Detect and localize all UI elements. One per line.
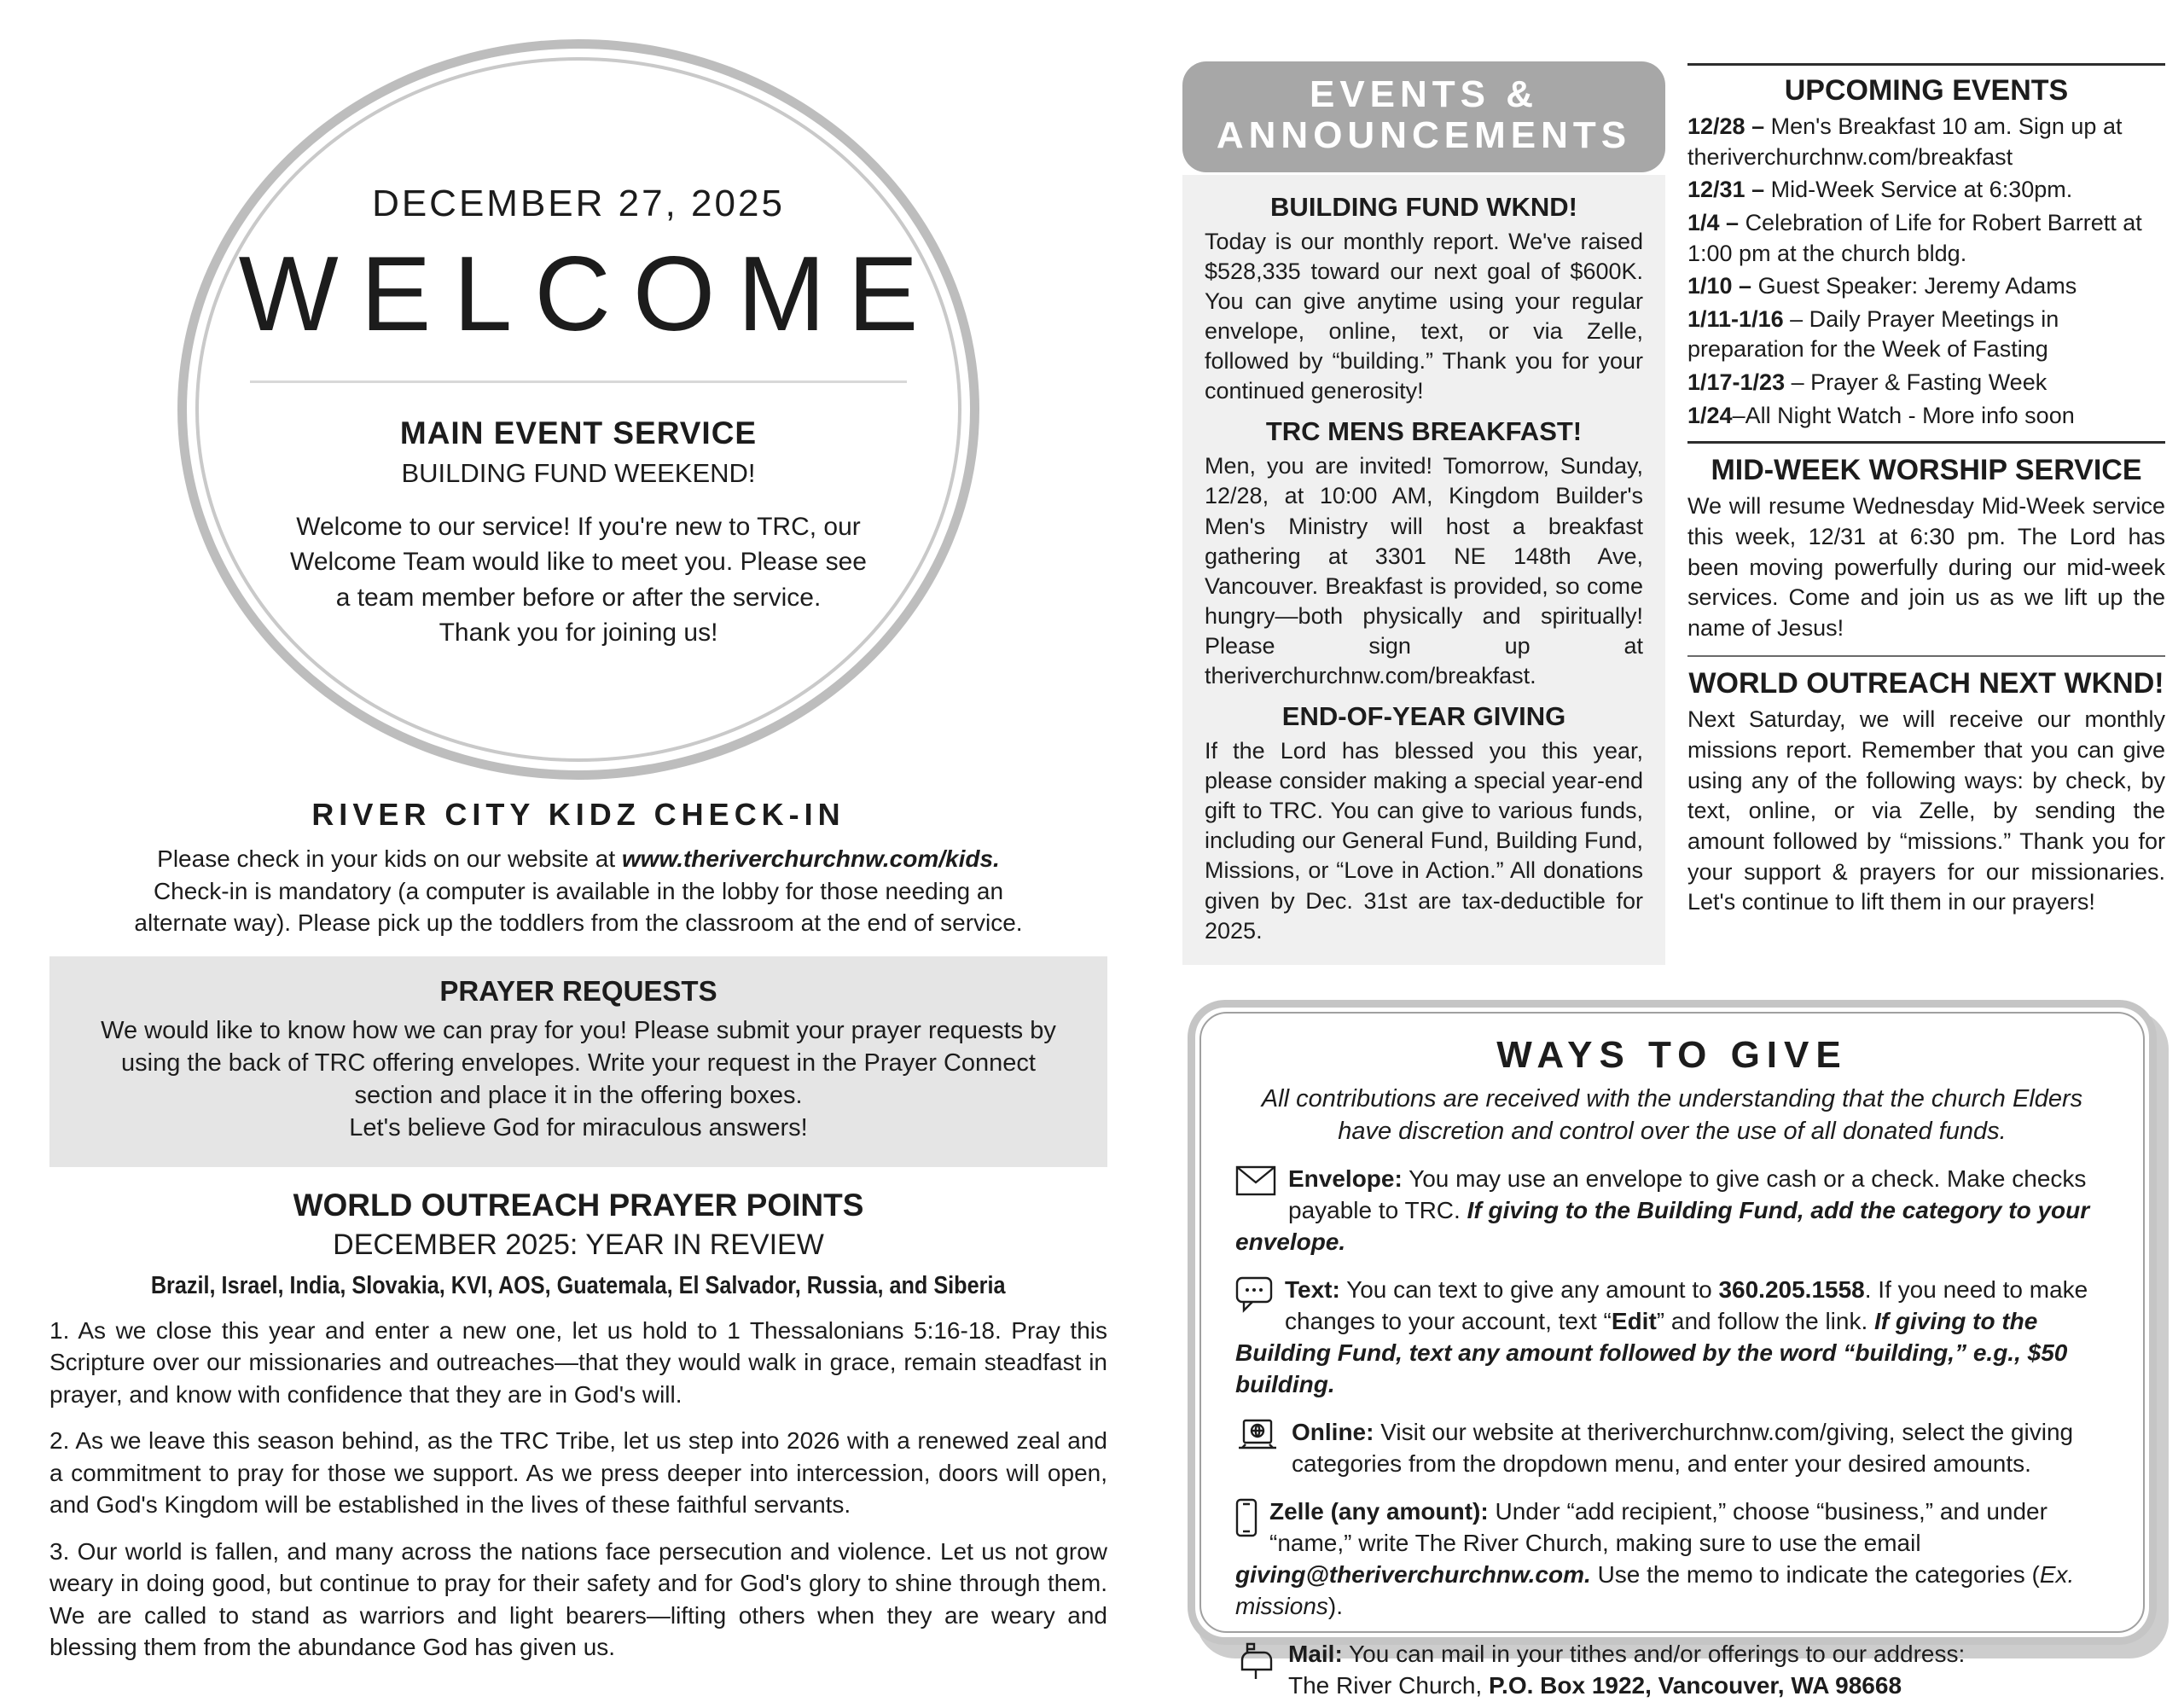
divider bbox=[1687, 63, 2165, 66]
world-outreach-next-heading: WORLD OUTREACH NEXT WKND! bbox=[1688, 667, 2164, 700]
mens-breakfast-text: Men, you are invited! Tomorrow, Sunday, 12/28, at 10:00 AM, Kingdom Builder's Men's Ministry will host a breakfast gathering at 3301 NE 148th Ave, Vancouver. Breakfast is provided, so come hungry—both physically and spiritually! Please sign up at theriverchurchnw.com/breakfast. bbox=[1205, 453, 1643, 688]
give-method-online-text: Online: Visit our website at theriverchurchnw.com/giving, select the giving categories from the dropdown menu, and enter your desired amounts. bbox=[1292, 1419, 2074, 1477]
events-header-line2: ANNOUNCEMENTS bbox=[1216, 114, 1632, 157]
events-header-line1: EVENTS & bbox=[1309, 73, 1539, 115]
prayer-requests-text: We would like to know how we can pray for you! Please submit your prayer requests by using the back of TRC offering envelopes. Write your request in the Prayer Connect section and place it in the offering boxes. bbox=[101, 1016, 1056, 1110]
event-item: 1/24–All Night Watch - More info soon bbox=[1687, 402, 2075, 428]
give-method-envelope bbox=[1235, 1164, 2109, 1258]
prayer-requests-closing: Let's believe God for miraculous answers! bbox=[349, 1114, 808, 1142]
laptop-globe-icon bbox=[1235, 1419, 1280, 1453]
give-method-mail bbox=[1235, 1639, 2109, 1702]
welcome-message-line: Thank you for joining us! bbox=[439, 619, 718, 648]
world-outreach-next-text: Next Saturday, we will receive our monthly missions report. Remember that you can give using any of the following ways: by check, by text, online, or via Zelle, by sending the amount followed by “missions.” Thank you for your support & prayers for our missionaries. Let's continue to lift them in our prayers! bbox=[1687, 706, 2165, 915]
give-method-text bbox=[1235, 1275, 2109, 1401]
page-title: WELCOME bbox=[238, 235, 941, 353]
left-column bbox=[49, 0, 1107, 1664]
smartphone-icon bbox=[1235, 1498, 1258, 1537]
world-outreach-countries bbox=[49, 1272, 1107, 1300]
midweek-service-text: We will resume Wednesday Mid-Week service this week, 12/31 at 6:30 pm. The Lord has been moving powerfully during our mid-week services. Come and join us as we lift up the name of Jesus! bbox=[1687, 493, 2165, 641]
welcome-message-line: a team member before or after the service. bbox=[335, 583, 822, 612]
world-outreach-countries-text: Brazil, Israel, India, Slovakia, KVI, AOS, Guatemala, El Salvador, Russia, and Siberia bbox=[151, 1271, 1006, 1299]
ways-to-give-heading: WAYS TO GIVE bbox=[1496, 1034, 1848, 1076]
welcome-message-line: Welcome to our service! If you're new to TRC, our bbox=[296, 513, 861, 541]
divider bbox=[1687, 655, 2165, 657]
welcome-message bbox=[290, 509, 867, 651]
upcoming-events-heading: UPCOMING EVENTS bbox=[1784, 74, 2069, 107]
divider bbox=[1687, 441, 2165, 444]
mailbox-icon bbox=[1235, 1641, 1276, 1682]
mens-breakfast-heading: TRC MENS BREAKFAST! bbox=[1265, 416, 1583, 447]
event-item: 12/31 – Mid-Week Service at 6:30pm. bbox=[1687, 177, 2073, 203]
world-outreach-heading: WORLD OUTREACH PRAYER POINTS bbox=[293, 1187, 864, 1223]
upcoming-events-list bbox=[1687, 112, 2165, 431]
divider bbox=[250, 380, 907, 383]
building-fund-text: Today is our monthly report. We've raised $528,335 toward our next goal of $600K. You can give anytime using your regular envelope, online, text, or via Zelle, followed by “building.” Thank you for your continued generosity! bbox=[1205, 228, 1643, 404]
events-panel bbox=[1182, 175, 1665, 965]
world-outreach-subtitle: DECEMBER 2025: YEAR IN REVIEW bbox=[333, 1228, 824, 1261]
service-date: DECEMBER 27, 2025 bbox=[372, 183, 785, 224]
kidz-checkin-text: Please check in your kids on our website at www.theriverchurchnw.com/kids. Check-in is mandatory (a computer is available in the lobby for those needing an alternate way). Please pick up the toddlers from the classroom at the end of service. bbox=[134, 845, 1023, 937]
service-subheading: BUILDING FUND WEEKEND! bbox=[401, 458, 756, 488]
ways-to-give-box bbox=[1188, 1000, 2157, 1699]
upcoming-column bbox=[1687, 0, 2165, 918]
event-item: 1/10 – Guest Speaker: Jeremy Adams bbox=[1687, 273, 2077, 299]
give-method-text-text: Text: You can text to give any amount to 360.205.1558. If you need to make changes to your account, text “Edit” and follow the link. If giving to the Building Fund, text any amount followed by the word “building,” e.g., $50 building. bbox=[1235, 1276, 2088, 1398]
prayer-requests-box bbox=[49, 956, 1107, 1167]
give-method-zelle bbox=[1235, 1496, 2109, 1623]
events-column bbox=[1182, 0, 1665, 965]
give-method-mail-text: Mail: You can mail in your tithes and/or offerings to our address: The River Church, P.O. Box 1922, Vancouver, WA 98668 bbox=[1288, 1640, 1966, 1699]
welcome-message-line: Welcome Team would like to meet you. Please see bbox=[290, 548, 867, 577]
seal-content bbox=[177, 39, 979, 780]
give-method-zelle-text: Zelle (any amount): Under “add recipient,” choose “business,” and under “name,” write The River Church, making sure to use the email giving@theriverchurchnw.com. Use the memo to indicate the categories (Ex. missions). bbox=[1235, 1497, 2075, 1619]
envelope-icon bbox=[1235, 1165, 1276, 1196]
sms-bubble-icon bbox=[1235, 1276, 1273, 1312]
midweek-service-heading: MID-WEEK WORSHIP SERVICE bbox=[1711, 454, 2142, 487]
event-item: 1/4 – Celebration of Life for Robert Barrett at 1:00 pm at the church bldg. bbox=[1687, 209, 2142, 266]
prayer-point-1: 1. As we close this year and enter a new one, let us hold to 1 Thessalonians 5:16-18. Pray this Scripture over our missionaries and outreaches—that they would walk in grace, remain steadfast in prayer, and know with confidence that they are in God's will. bbox=[49, 1316, 1107, 1408]
prayer-point-2: 2. As we leave this season behind, as the TRC Tribe, let us step into 2026 with a renewed zeal and a commitment to pray for those we support. As we press deeper into intercession, doors will open, and God's Kingdom will be established in the lives of these faithful servants. bbox=[49, 1427, 1107, 1519]
give-method-envelope-text: Envelope: You may use an envelope to give cash or a check. Make checks payable to TRC. If giving to the Building Fund, add the category to your envelope. bbox=[1235, 1165, 2090, 1256]
prayer-point-3: 3. Our world is fallen, and many across the nations face persecution and violence. Let us not grow weary in doing good, but continue to pray for their safety and for God's glory to shine through them. We are called to stand as warriors and light bearers—lifting others when they are weary and blessing them from the abundance God has given us. bbox=[49, 1537, 1107, 1661]
welcome-seal bbox=[177, 39, 979, 780]
year-end-giving-heading: END-OF-YEAR GIVING bbox=[1281, 701, 1566, 732]
giving-disclaimer: All contributions are received with the understanding that the church Elders have discretion and control over the use of all donated funds. bbox=[1261, 1085, 2083, 1145]
event-item: 1/11-1/16 – Daily Prayer Meetings in preparation for the Week of Fasting bbox=[1687, 305, 2059, 363]
give-method-online bbox=[1235, 1417, 2109, 1480]
year-end-giving-text: If the Lord has blessed you this year, please consider making a special year-end gift to TRC. You can give to various funds, including our General Fund, Building Fund, Missions, or “Love in Action.” All donations given by Dec. 31st are tax-deductible for 2025. bbox=[1205, 738, 1643, 944]
events-announcements-header bbox=[1182, 61, 1665, 172]
prayer-requests-heading: PRAYER REQUESTS bbox=[439, 974, 717, 1007]
ways-to-give-inner bbox=[1199, 1012, 2145, 1699]
building-fund-heading: BUILDING FUND WKND! bbox=[1270, 191, 1577, 222]
kidz-checkin-heading: RIVER CITY KIDZ CHECK-IN bbox=[311, 797, 845, 832]
event-item: 1/17-1/23 – Prayer & Fasting Week bbox=[1687, 369, 2048, 395]
service-heading: MAIN EVENT SERVICE bbox=[399, 415, 758, 450]
event-item: 12/28 – Men's Breakfast 10 am. Sign up at theriverchurchnw.com/breakfast bbox=[1687, 113, 2123, 170]
